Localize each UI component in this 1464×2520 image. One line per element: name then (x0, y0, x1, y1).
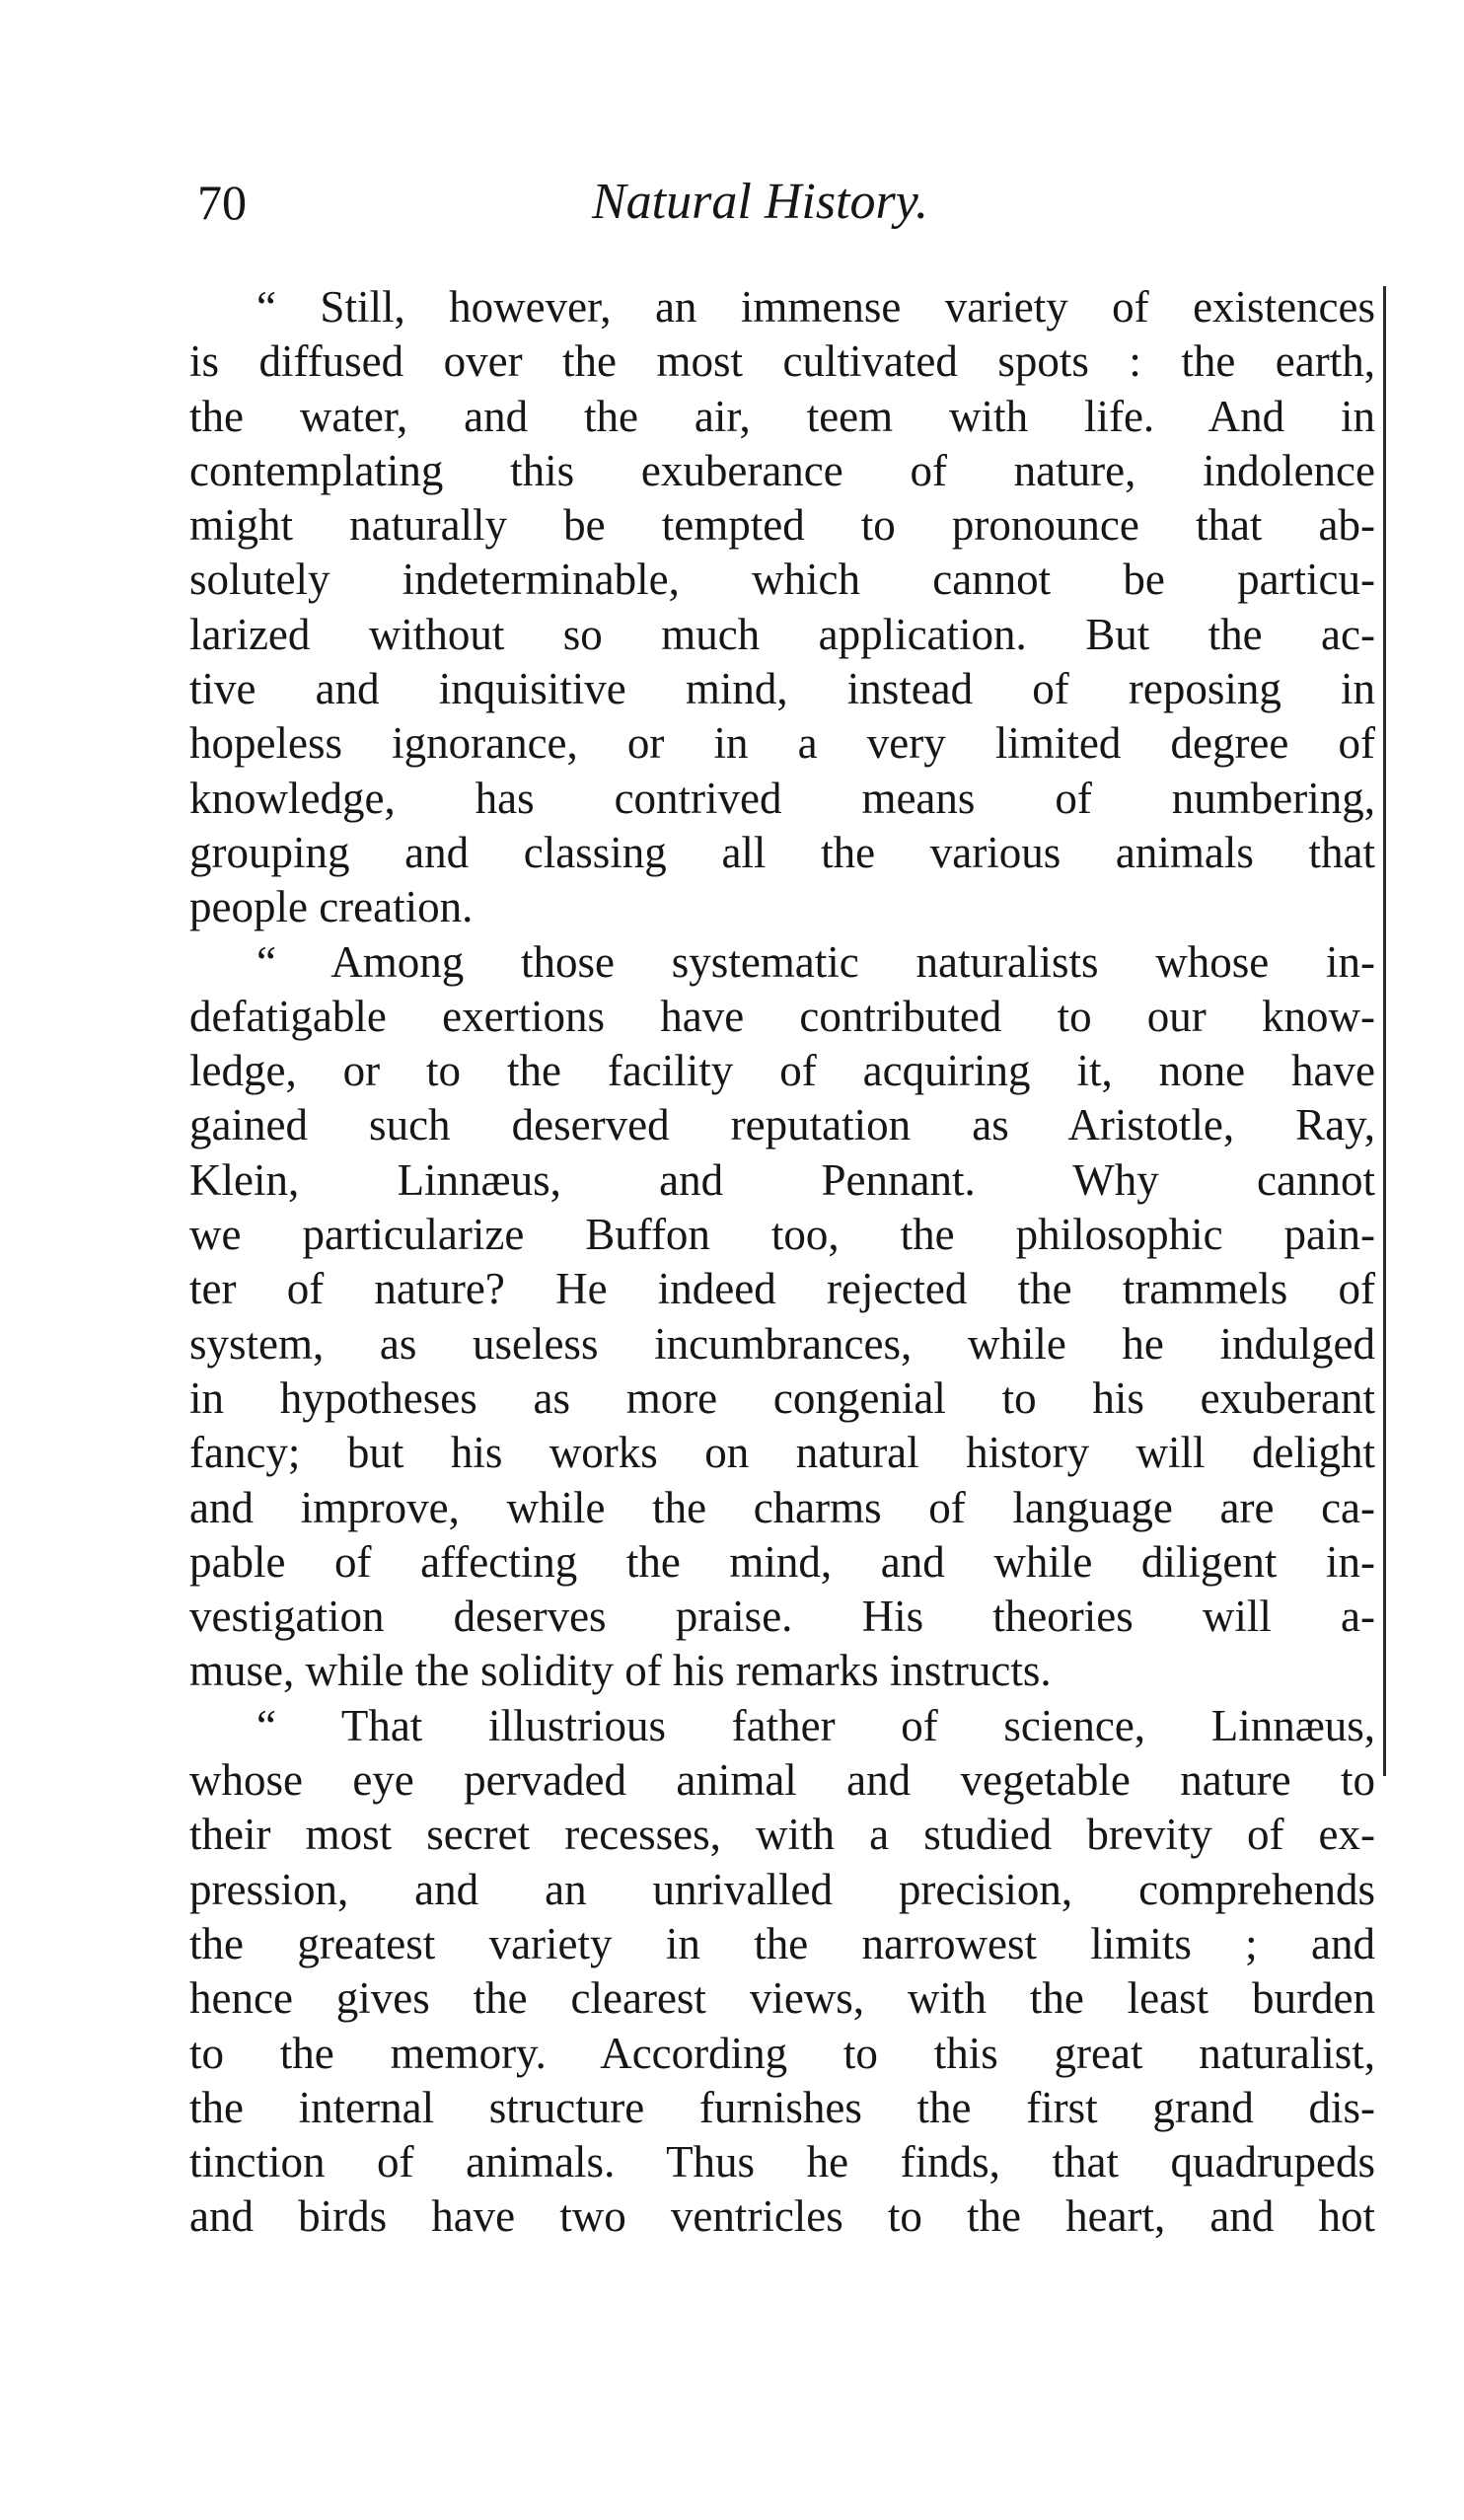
text-line: defatigable exertions have contributed to our know- (189, 991, 1375, 1041)
text-line: people creation. (189, 882, 474, 932)
text-line: in hypotheses as more congenial to his exuberant (189, 1372, 1375, 1423)
text-line: fancy; but his works on natural history will delight (189, 1428, 1375, 1478)
text-line: gained such deserved reputation as Aristotle, Ray, (189, 1100, 1375, 1150)
text-line: pable of affecting the mind, and while diligent in- (189, 1536, 1375, 1587)
text-line: and improve, while the charms of language are ca- (189, 1482, 1375, 1532)
text-line: to the memory. According to this great naturalist, (189, 2028, 1375, 2078)
text-line: is diffused over the most cultivated spots : the earth, (189, 336, 1375, 387)
text-line: grouping and classing all the various animals that (189, 827, 1375, 877)
text-line: muse, while the solidity of his remarks instructs. (189, 1646, 1052, 1696)
text-line: ter of nature? He indeed rejected the trammels of (189, 1264, 1375, 1314)
text-line: tinction of animals. Thus he finds, that quadrupeds (189, 2137, 1375, 2187)
text-line: ledge, or to the facility of acquiring it, none have (189, 1046, 1375, 1096)
page-edge-rule (1383, 286, 1386, 1776)
text-line: whose eye pervaded animal and vegetable nature to (189, 1755, 1375, 1806)
text-line: tive and inquisitive mind, instead of reposing in (189, 664, 1375, 714)
running-title: Natural History. (592, 174, 928, 230)
text-line: hopeless ignorance, or in a very limited degree of (189, 718, 1375, 769)
text-line: knowledge, has contrived means of numbering, (189, 773, 1375, 823)
text-line: “ Among those systematic naturalists whose in- (256, 936, 1375, 987)
text-line: vestigation deserves praise. His theories will a- (189, 1592, 1375, 1642)
running-head (197, 168, 1381, 237)
text-line: their most secret recesses, with a studied brevity of ex- (189, 1810, 1375, 1860)
page-number: 70 (197, 175, 247, 230)
text-line: might naturally be tempted to pronounce that ab- (189, 500, 1375, 551)
text-line: and birds have two ventricles to the heart, and hot (189, 2191, 1375, 2242)
text-line: larized without so much application. But the ac- (189, 609, 1375, 659)
text-line: system, as useless incumbrances, while he indulged (189, 1318, 1375, 1369)
text-line: Klein, Linnæus, and Pennant. Why cannot (189, 1154, 1375, 1205)
text-line: pression, and an unrivalled precision, comprehends (189, 1864, 1375, 1914)
text-line: solutely indeterminable, which cannot be particu- (189, 555, 1375, 605)
text-line: “ That illustrious father of science, Linnæus, (256, 1700, 1375, 1750)
text-line: hence gives the clearest views, with the least burden (189, 1973, 1375, 2024)
text-line: the greatest variety in the narrowest limits ; and (189, 1918, 1375, 1968)
text-line: the internal structure furnishes the first grand dis- (189, 2082, 1375, 2132)
text-line: we particularize Buffon too, the philosophic pain- (189, 1210, 1375, 1260)
text-line: contemplating this exuberance of nature, indolence (189, 445, 1375, 495)
body-text (189, 280, 1375, 2245)
text-line: the water, and the air, teem with life. And in (189, 391, 1375, 441)
text-line: “ Still, however, an immense variety of existences (256, 282, 1375, 332)
